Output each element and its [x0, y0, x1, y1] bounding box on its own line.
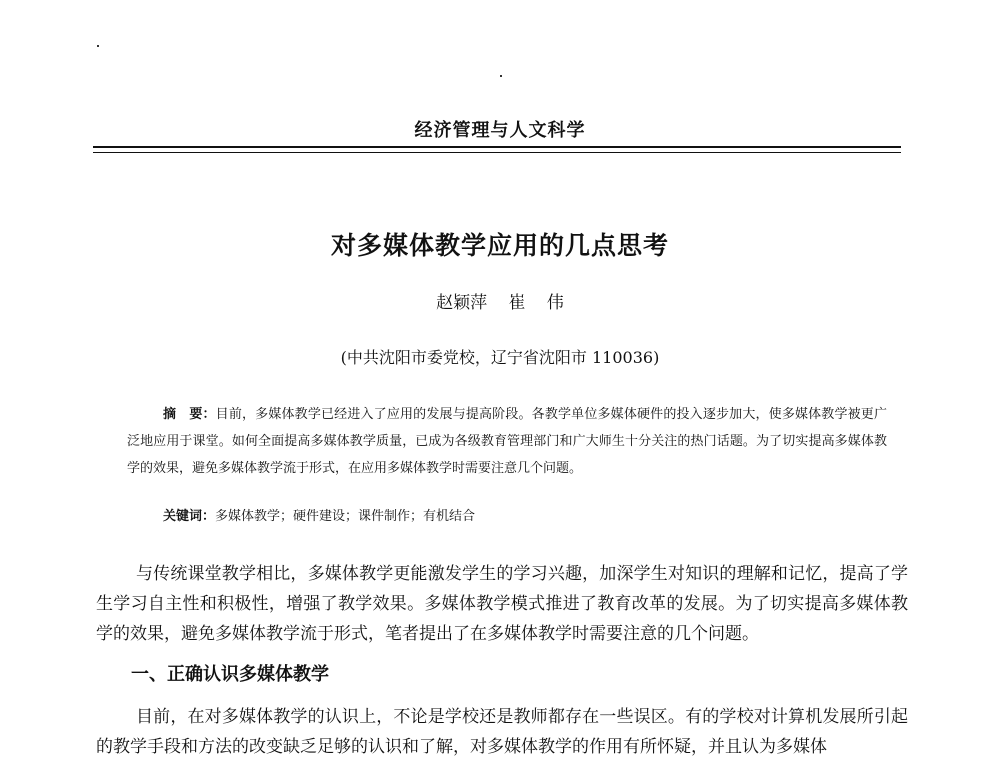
abstract-text: 目前，多媒体教学已经进入了应用的发展与提高阶段。各教学单位多媒体硬件的投入逐步加大，使多媒体教学被更广泛地应用于课堂。如何全面提高多媒体教学质量，已成为各级教育管理部门和广大师生十分关注的热门话题。为了切实提高多媒体教学的效果，避免多媒体教学流于形式，在应用多媒体教学时需要注意几个问题。	[127, 407, 887, 476]
affiliation: (中共沈阳市委党校，辽宁省沈阳市 110036)	[340, 348, 660, 367]
scan-speck	[500, 75, 502, 77]
header-rule	[93, 146, 901, 148]
section-heading: 一、正确认识多媒体教学	[131, 664, 329, 685]
section-paragraph: 目前，在对多媒体教学的认识上，不论是学校还是教师都存在一些误区。有的学校对计算机发展所引起的教学手段和方法的改变缺乏足够的认识和了解，对多媒体教学的作用有所怀疑，并且认为多媒体	[96, 707, 908, 757]
abstract	[127, 401, 887, 482]
abstract-label: 摘 要：	[163, 407, 216, 422]
header-rule-thin	[93, 152, 901, 153]
keywords-text: 多媒体教学；硬件建设；课件制作；有机结合	[215, 509, 476, 524]
keywords	[163, 508, 883, 525]
keywords-label: 关键词：	[163, 509, 216, 524]
scan-speck	[97, 45, 99, 47]
paper-title: 对多媒体教学应用的几点思考	[330, 231, 669, 260]
authors: 赵颖萍 崔 伟	[436, 293, 564, 313]
journal-header: 经济管理与人文科学	[414, 120, 586, 141]
intro-paragraph: 与传统课堂教学相比，多媒体教学更能激发学生的学习兴趣，加深学生对知识的理解和记忆，提高了学生学习自主性和积极性，增强了教学效果。多媒体教学模式推进了教育改革的发展。为了切实提高多媒体教学的效果，避免多媒体教学流于形式，笔者提出了在多媒体教学时需要注意的几个问题。	[96, 564, 908, 644]
